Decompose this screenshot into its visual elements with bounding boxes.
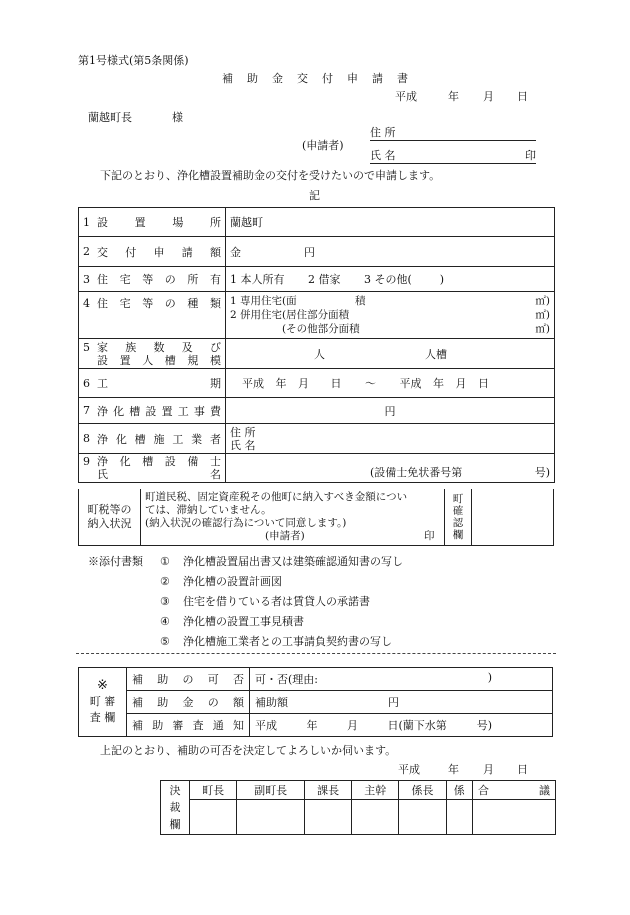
kessai-consult-char: 合: [478, 784, 489, 798]
label-char: 助: [157, 696, 169, 709]
ki-heading: 記: [309, 189, 320, 202]
label-char: 宅: [119, 273, 131, 286]
label-technician: [97, 455, 221, 468]
label-char: 付: [125, 245, 137, 259]
kessai-side-char: 決: [169, 784, 181, 797]
review-amount-value[interactable]: [250, 691, 553, 714]
tax-line3: (納入状況の確認行為について同意します。): [145, 517, 347, 529]
notice-end: 号): [476, 719, 492, 732]
row-number: 8: [83, 432, 90, 445]
row-period: [79, 369, 555, 398]
attachment-mark: ①: [160, 555, 170, 568]
house-type-other-part: (その他部分面積: [282, 323, 360, 335]
option-other[interactable]: 3 その他(: [364, 273, 412, 286]
amount-prefix: 金: [230, 245, 241, 259]
tax-line1: 町道民税、固定資産税その他町に納入すべき金額につい: [145, 491, 408, 503]
label-char: 額: [233, 696, 244, 709]
label-char: 等: [142, 273, 154, 286]
approval-stamp-table: [160, 780, 556, 835]
review-notice-label: [127, 714, 250, 737]
addressee: 蘭越町長: [88, 111, 132, 124]
label-char: 審: [172, 719, 184, 732]
label-amount: [97, 244, 221, 260]
label-ownership: [97, 271, 221, 287]
tax-label: [79, 489, 141, 545]
label-char: 助: [157, 673, 169, 686]
label-family: [97, 341, 221, 354]
person-unit: 人: [314, 347, 325, 361]
application-table: [78, 207, 555, 483]
kessai-column-header: 副町長: [237, 781, 305, 800]
option-own[interactable]: 1 本人所有: [230, 273, 285, 286]
contractor-name-label: 氏 名: [230, 438, 256, 452]
amount-suffix: 円: [304, 245, 315, 259]
label-char: 工: [177, 404, 189, 418]
kessai-stamp-cell[interactable]: [399, 800, 446, 835]
document-title: [222, 73, 408, 84]
kessai-stamp-cell[interactable]: [446, 800, 472, 835]
kessai-column-header: 課長: [305, 781, 352, 800]
date-era: 平成: [395, 90, 417, 103]
label-char: 知: [232, 719, 244, 732]
date-year: 年: [448, 90, 459, 103]
kessai-side-char: 欄: [169, 818, 181, 831]
label-char: 否: [233, 673, 244, 686]
kessai-column-header: 係: [446, 781, 472, 800]
label-char: 族: [125, 340, 137, 354]
option-other-end: ): [439, 273, 445, 286]
option-rent[interactable]: 2 借家: [308, 273, 341, 286]
label-char: 宅: [119, 297, 131, 310]
applicant-address-field[interactable]: [370, 127, 536, 141]
row-technician: [79, 454, 555, 483]
label-char: 氏: [97, 468, 108, 481]
review-side-line1: 町 審: [89, 695, 116, 708]
license-number-end: 号): [534, 466, 550, 479]
kessai-side-label: [161, 781, 190, 835]
footer-text: 上記のとおり、補助の可否を決定してよろしいか伺います。: [100, 744, 397, 757]
label-char: 槽: [164, 353, 176, 367]
date-day: 日: [517, 90, 528, 103]
review-approval-value[interactable]: [250, 668, 553, 691]
label-char: び: [210, 340, 221, 354]
label-char: の: [207, 696, 219, 709]
tax-label-line2: 納入状況: [87, 517, 132, 530]
label-char: 補: [132, 696, 143, 709]
attachment-item: 住宅を借りている者は賃貸人の承諾書: [183, 595, 370, 608]
title-char: 交: [297, 72, 308, 85]
address-label: 住 所: [370, 126, 396, 139]
label-tank-scale: [97, 354, 221, 367]
label-char: 請: [181, 245, 193, 259]
label-char: 設: [97, 216, 108, 229]
label-char: 置: [119, 353, 131, 367]
period-end-year: 年: [433, 377, 444, 390]
label-char: 者: [209, 432, 221, 446]
title-char: 金: [272, 72, 283, 85]
footer-era: 平成: [398, 763, 420, 776]
label-char: 置: [161, 404, 173, 418]
attachment-mark: ②: [160, 575, 170, 588]
subsidy-amount-text: 補助額: [255, 696, 288, 709]
title-char: 書: [397, 72, 408, 85]
tank-unit: 人槽: [425, 347, 447, 361]
row-number: 9: [83, 455, 90, 468]
period-end-era: 平成: [399, 377, 422, 390]
label-char: 槽: [129, 404, 141, 418]
label-char: 交: [97, 245, 108, 259]
date-month: 月: [483, 90, 494, 103]
tax-line2: ては、滞納していません。: [145, 504, 272, 516]
label-char: 数: [153, 340, 165, 354]
period-tilde: 〜: [365, 377, 376, 390]
label-location: [97, 214, 221, 230]
label-char: 住: [97, 297, 108, 310]
house-type-exclusive-unit: ㎡): [535, 295, 550, 307]
label-period: [97, 375, 221, 391]
period-start-year: 年: [275, 377, 287, 390]
kessai-stamp-cell[interactable]: [305, 800, 352, 835]
label-char: 家: [97, 340, 108, 354]
label-char: 通: [212, 719, 224, 732]
period-end-month: 月: [455, 377, 467, 390]
period-start-month: 月: [298, 377, 309, 390]
label-char: 化: [119, 455, 131, 468]
row-construction-cost: [79, 398, 555, 424]
label-char: 等: [142, 297, 154, 310]
footer-year: 年: [448, 763, 459, 776]
footer-month: 月: [483, 763, 494, 776]
label-char: 金: [182, 696, 194, 709]
review-amount-label: [127, 691, 250, 714]
review-table: [78, 667, 553, 737]
location-value: 蘭越町: [230, 216, 263, 229]
label-char: 場: [172, 216, 184, 229]
applicant-label: (申請者): [302, 139, 344, 152]
label-char: 化: [115, 432, 127, 446]
label-char: 費: [209, 404, 221, 418]
house-type-exclusive: 1 専用住宅(面: [230, 295, 297, 307]
label-char: 名: [210, 468, 221, 481]
row-number: 3: [83, 272, 90, 286]
row-number: 7: [83, 404, 90, 417]
label-char: 浄: [97, 455, 108, 468]
label-char: 槽: [134, 432, 146, 446]
check-char: 確: [452, 504, 464, 517]
period-start-day: 日: [330, 377, 342, 390]
title-char: 補: [222, 72, 233, 85]
approval-end: ): [487, 671, 492, 684]
check-char: 認: [452, 517, 464, 529]
footer-day: 日: [517, 763, 528, 776]
label-char: 補: [132, 719, 143, 732]
town-check-column: [444, 489, 472, 545]
label-char: 助: [152, 719, 164, 732]
label-char: 期: [210, 377, 221, 390]
location-value-cell[interactable]: [226, 208, 555, 237]
house-type-options[interactable]: [226, 292, 555, 339]
label-char: 士: [209, 455, 221, 468]
kessai-side-char: 裁: [169, 801, 181, 814]
notice-year: 年: [306, 719, 318, 732]
label-char: 補: [132, 673, 143, 686]
label-char: 模: [209, 353, 221, 367]
kessai-consult-cell[interactable]: [473, 800, 556, 835]
contractor-address-label: 住 所: [230, 425, 256, 439]
notice-month: 月: [347, 719, 358, 732]
label-char: 備: [187, 455, 199, 468]
label-char: 申: [153, 245, 165, 259]
label-char: 浄: [97, 404, 108, 418]
attachment-item: 浄化槽設置届出書又は建築確認通知書の写し: [183, 555, 403, 568]
title-char: 請: [372, 72, 383, 85]
cut-line: [76, 653, 556, 654]
period-end-day: 日: [478, 377, 489, 390]
kessai-column-header: 係長: [399, 781, 446, 800]
form-number: 第1号様式(第5条関係): [78, 54, 189, 67]
notice-era: 平成: [255, 719, 277, 732]
label-char: の: [182, 673, 194, 686]
license-number-label: (設備士免状番号第: [370, 466, 463, 479]
label-char: 可: [207, 673, 219, 686]
row-amount: [79, 237, 555, 267]
kessai-stamp-cell[interactable]: [237, 800, 305, 835]
row-family-tank: [79, 339, 555, 369]
label-char: の: [164, 273, 176, 286]
label-char: 査: [192, 719, 204, 732]
house-type-mixed-unit: ㎡): [535, 309, 550, 321]
attachment-item: 浄化槽施工業者との工事請負契約書の写し: [183, 635, 392, 648]
row-contractor: [79, 424, 555, 454]
label-technician-name: [97, 468, 221, 481]
review-approval-label: [127, 668, 250, 691]
label-char: 規: [187, 353, 199, 367]
house-type-exclusive-mid: 積: [355, 295, 366, 307]
technician-value[interactable]: [226, 454, 555, 483]
label-char: 設: [164, 455, 176, 468]
amount-value-cell[interactable]: [226, 237, 555, 267]
contractor-value[interactable]: [226, 424, 555, 454]
seal-mark: 印: [525, 149, 536, 162]
row-number: 2: [83, 245, 90, 258]
label-char: の: [164, 297, 176, 310]
construction-cost-value[interactable]: [226, 398, 555, 424]
row-number: 4: [83, 296, 90, 310]
attachment-item: 浄化槽の設置工事見積書: [183, 615, 304, 628]
label-char: 住: [97, 273, 108, 286]
label-char: 類: [209, 297, 221, 310]
label-char: 浄: [97, 432, 108, 446]
review-side-label: [79, 668, 127, 737]
label-char: 人: [142, 353, 154, 367]
title-char: 助: [247, 72, 258, 85]
kessai-stamp-cell[interactable]: [352, 800, 399, 835]
kessai-consult-header: [473, 781, 556, 800]
subsidy-amount-yen: 円: [388, 696, 399, 709]
label-char: 種: [187, 297, 199, 310]
kessai-column-header: 主幹: [352, 781, 399, 800]
label-construction-cost: [97, 403, 221, 419]
label-char: 事: [193, 404, 205, 418]
label-char: 設: [97, 353, 108, 367]
check-char: 町: [452, 492, 464, 505]
label-char: 所: [187, 273, 199, 286]
label-char: 有: [209, 273, 221, 286]
label-char: 設: [145, 404, 157, 418]
attachment-mark: ⑤: [160, 635, 170, 648]
approval-text: 可・否(理由:: [255, 673, 318, 686]
review-side-line2: 査 欄: [89, 711, 116, 724]
notice-day-number: 日(蘭下水第: [387, 719, 447, 732]
label-char: 施: [153, 432, 165, 446]
label-char: 工: [172, 432, 184, 446]
house-type-mixed: 2 併用住宅(居住部分面積: [230, 309, 350, 321]
check-char: 欄: [452, 529, 464, 542]
attachment-item: 浄化槽の設置計画図: [183, 575, 282, 588]
attachment-mark: ④: [160, 615, 170, 628]
label-char: 額: [210, 245, 221, 259]
row-number: 1: [83, 215, 90, 229]
title-char: 付: [322, 72, 333, 85]
label-char: 化: [113, 404, 125, 418]
row-number: 6: [83, 376, 90, 390]
label-char: 槽: [142, 455, 154, 468]
attachments-heading: ※添付書類: [88, 555, 143, 568]
row-number: 5: [83, 340, 90, 354]
kessai-stamp-cell[interactable]: [190, 800, 237, 835]
review-notice-value[interactable]: [250, 714, 553, 737]
kessai-column-header: 町長: [190, 781, 237, 800]
cost-yen: 円: [384, 404, 396, 418]
row-location: [79, 208, 555, 237]
honorific: 様: [172, 111, 183, 124]
intro-text: 下記のとおり、浄化槽設置補助金の交付を受けたいので申請します。: [100, 169, 441, 182]
period-start-era: 平成: [242, 377, 264, 390]
row-ownership: [79, 267, 555, 292]
title-char: 申: [347, 72, 358, 85]
kessai-consult-char: 議: [539, 784, 550, 798]
row-house-type: [79, 292, 555, 339]
ownership-options[interactable]: [226, 267, 555, 292]
review-mark: ※: [97, 678, 108, 693]
label-contractor: [97, 431, 221, 447]
label-char: 業: [191, 432, 203, 446]
house-type-other-unit: ㎡): [535, 323, 550, 335]
applicant-name-field[interactable]: [370, 150, 536, 164]
tax-label-line1: 町税等の: [87, 503, 132, 516]
label-char: 所: [209, 216, 221, 229]
period-value[interactable]: [226, 369, 555, 398]
name-label: 氏 名: [370, 149, 396, 162]
family-tank-value[interactable]: [226, 339, 555, 369]
attachment-mark: ③: [160, 595, 170, 608]
tax-applicant: (申請者): [265, 530, 305, 542]
tax-seal[interactable]: 印: [424, 530, 435, 542]
label-char: 置: [134, 216, 146, 229]
label-char: 及: [181, 340, 193, 354]
tax-status-section: [78, 489, 554, 546]
label-char: 工: [97, 377, 108, 390]
label-house-type: [97, 295, 221, 311]
